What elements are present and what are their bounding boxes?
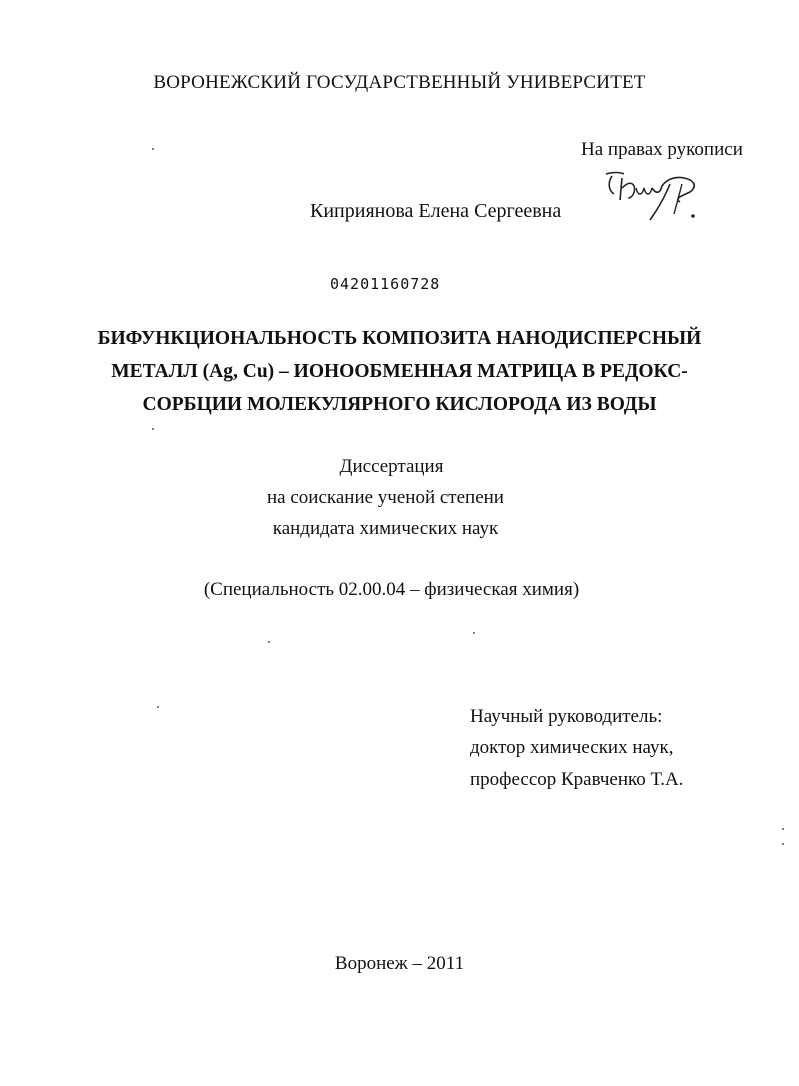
city-year: Воронеж – 2011: [334, 953, 465, 974]
rights-note: На правах рукописи: [581, 139, 743, 160]
degree-line: Диссертация: [339, 456, 444, 477]
thesis-title-line: БИФУНКЦИОНАЛЬНОСТЬ КОМПОЗИТА НАНОДИСПЕРСНЫЙ: [97, 328, 702, 349]
degree-line: кандидата химических наук: [272, 518, 499, 539]
specialty-line: (Специальность 02.00.04 – физическая химия): [203, 579, 580, 600]
degree-line: на соискание ученой степени: [267, 487, 504, 508]
scan-speck: [782, 828, 784, 830]
advisor-line: профессор Кравченко Т.А.: [470, 769, 684, 790]
thesis-title-line: МЕТАЛЛ (Ag, Cu) – ИОНООБМЕННАЯ МАТРИЦА В РЕДОКС-: [111, 361, 688, 382]
handwritten-signature: [598, 164, 708, 231]
scan-speck: [152, 428, 154, 430]
advisor-line: доктор химических наук,: [470, 737, 674, 758]
scan-speck: [268, 641, 270, 643]
scan-speck: [152, 148, 154, 150]
scan-speck: [473, 632, 475, 634]
university-name: ВОРОНЕЖСКИЙ ГОСУДАРСТВЕННЫЙ УНИВЕРСИТЕТ: [153, 72, 646, 93]
thesis-title-line: СОРБЦИИ МОЛЕКУЛЯРНОГО КИСЛОРОДА ИЗ ВОДЫ: [142, 394, 657, 415]
registration-code: 04201160728: [330, 275, 441, 293]
scan-speck: [782, 843, 784, 845]
author-name: Киприянова Елена Сергеевна: [310, 200, 562, 222]
scan-speck: [157, 706, 159, 708]
advisor-line: Научный руководитель:: [470, 706, 663, 727]
